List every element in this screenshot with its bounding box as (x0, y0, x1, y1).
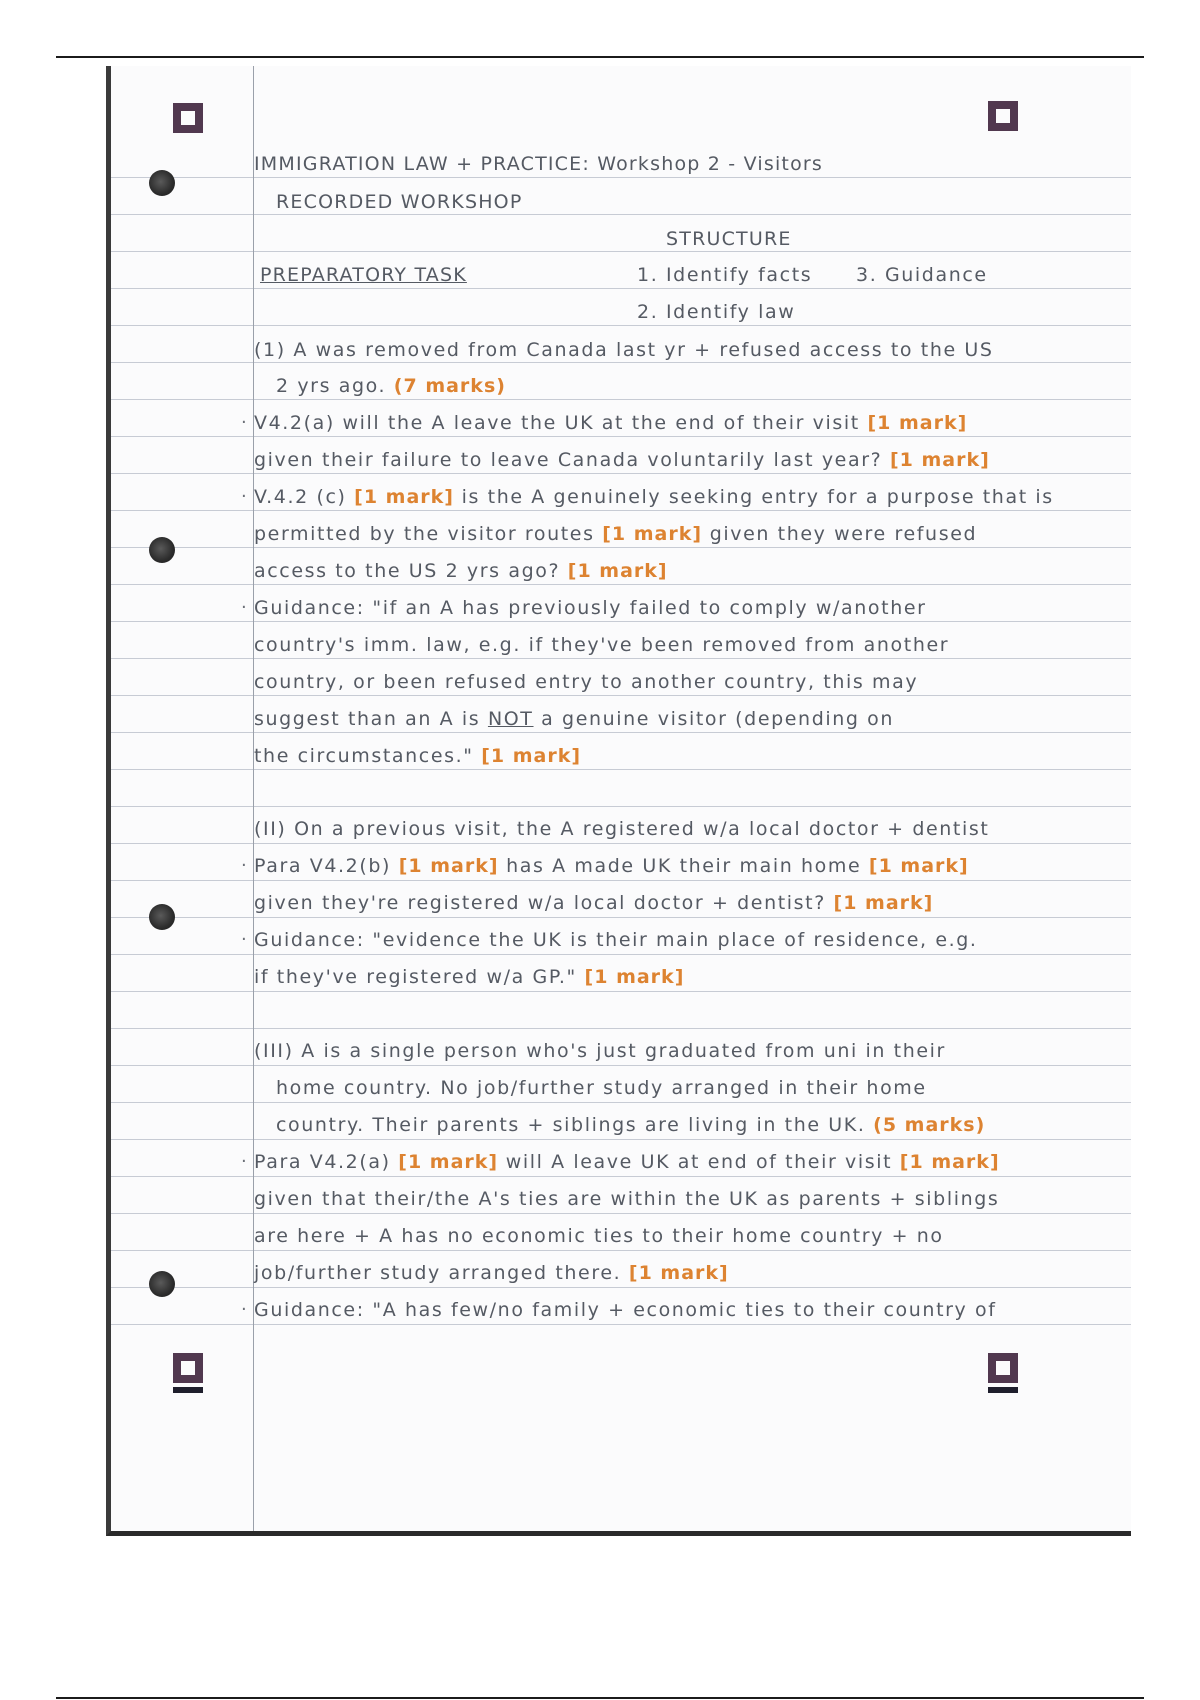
page-top-rule (56, 56, 1144, 58)
q1-law-line: · V.4.2 (c) [1 mark] is the A genuinely seeking entry for a purpose that is (241, 486, 1054, 508)
marks-total: (7 marks) (393, 375, 506, 397)
q3-law-line: job/further study arranged there. [1 mark] (254, 1262, 729, 1284)
mark-award: [1 mark] (602, 523, 703, 545)
q1-fact-line: 2 yrs ago. (7 marks) (276, 375, 506, 397)
punch-hole (149, 1271, 175, 1297)
handwritten-notes (241, 66, 1131, 1531)
notes-subtitle: RECORDED WORKSHOP (276, 191, 523, 213)
mark-award: [1 mark] (584, 966, 685, 988)
page-bottom-rule (56, 1697, 1144, 1699)
q3-fact-line: country. Their parents + siblings are living in the UK. (5 marks) (276, 1114, 986, 1136)
q1-law-line: · V4.2(a) will the A leave the UK at the end of their visit [1 mark] (241, 412, 968, 434)
mark-award: [1 mark] (628, 1262, 729, 1284)
notebook-sheet (106, 66, 1131, 1536)
structure-item-1: 1. Identify facts (637, 264, 813, 286)
notes-title: IMMIGRATION LAW + PRACTICE: Workshop 2 - Visitors (254, 153, 824, 175)
q2-guidance-line: · Guidance: "evidence the UK is their main place of residence, e.g. (241, 929, 978, 951)
mark-award: [1 mark] (567, 560, 668, 582)
q1-guidance-line: country, or been refused entry to another country, this may (254, 671, 919, 693)
punch-hole (149, 170, 175, 196)
q1-law-line: access to the US 2 yrs ago? [1 mark] (254, 560, 668, 582)
corner-marker-bottom-left (173, 1353, 203, 1383)
q3-law-line: · Para V4.2(a) [1 mark] will A leave UK at end of their visit [1 mark] (241, 1151, 1000, 1173)
q2-law-line: given they're registered w/a local doctor + dentist? [1 mark] (254, 892, 934, 914)
q2-guidance-line: if they've registered w/a GP." [1 mark] (254, 966, 685, 988)
q3-law-line: given that their/the A's ties are within the UK as parents + siblings (254, 1188, 1000, 1210)
q1-guidance-line: · Guidance: "if an A has previously failed to comply w/another (241, 597, 927, 619)
mark-award: [1 mark] (354, 486, 454, 508)
q2-law-line: · Para V4.2(b) [1 mark] has A made UK their main home [1 mark] (241, 855, 969, 877)
mark-award: [1 mark] (899, 1151, 1000, 1173)
corner-marker-top-left (173, 103, 203, 133)
structure-heading: STRUCTURE (666, 228, 792, 250)
mark-award: [1 mark] (868, 855, 969, 877)
marks-total: (5 marks) (873, 1114, 986, 1136)
q3-law-line: are here + A has no economic ties to their home country + no (254, 1225, 944, 1247)
q1-fact-line: (1) A was removed from Canada last yr + refused access to the US (254, 339, 994, 361)
q1-guidance-line: the circumstances." [1 mark] (254, 745, 582, 767)
q2-fact-line: (II) On a previous visit, the A registered w/a local doctor + dentist (254, 818, 990, 840)
q1-law-line: given their failure to leave Canada voluntarily last year? [1 mark] (254, 449, 990, 471)
structure-item-3: 3. Guidance (856, 264, 988, 286)
punch-hole (149, 904, 175, 930)
section-label: PREPARATORY TASK (260, 264, 467, 286)
q3-fact-line: home country. No job/further study arranged in their home (276, 1077, 927, 1099)
structure-item-2: 2. Identify law (637, 301, 796, 323)
mark-award: [1 mark] (481, 745, 582, 767)
q3-fact-line: (III) A is a single person who's just graduated from uni in their (254, 1040, 946, 1062)
q1-law-line: permitted by the visitor routes [1 mark] given they were refused (254, 523, 978, 545)
q1-guidance-line: country's imm. law, e.g. if they've been removed from another (254, 634, 950, 656)
q1-guidance-line: suggest than an A is NOT a genuine visitor (depending on (254, 708, 895, 730)
mark-award: [1 mark] (833, 892, 934, 914)
mark-award: [1 mark] (398, 855, 499, 877)
q3-guidance-line: · Guidance: "A has few/no family + economic ties to their country of (241, 1299, 997, 1321)
punch-hole (149, 537, 175, 563)
marker-bar (173, 1387, 203, 1393)
mark-award: [1 mark] (889, 449, 990, 471)
mark-award: [1 mark] (398, 1151, 499, 1173)
mark-award: [1 mark] (867, 412, 968, 434)
